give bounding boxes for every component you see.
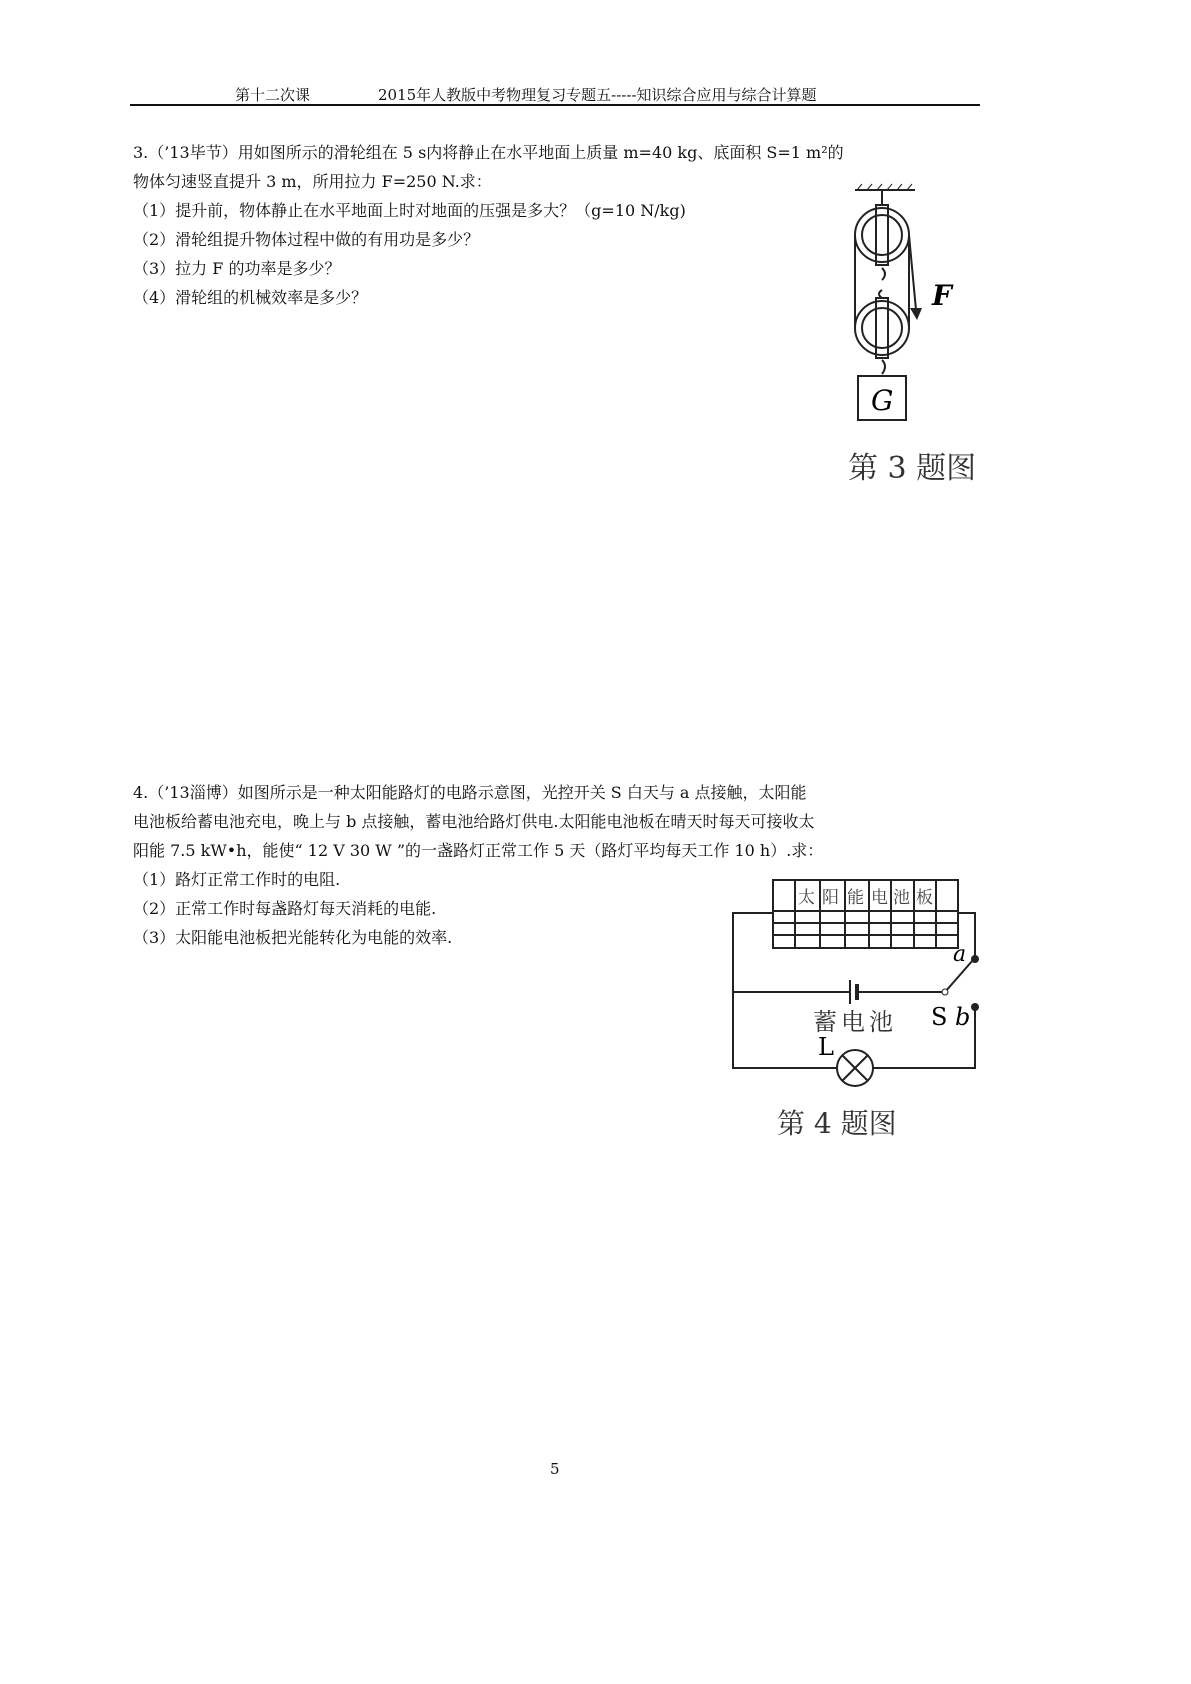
force-label: F [932, 279, 952, 312]
q3-sub2: （2）滑轮组提升物体过程中做的有用功是多少？ [133, 230, 480, 249]
switch-label: S [931, 1003, 948, 1031]
circuit-figure [725, 875, 995, 1150]
pulley-figure [840, 180, 1010, 490]
header-lesson: 第十二次课 [235, 86, 311, 104]
figure-caption: 第 4 题图 [777, 1107, 897, 1140]
panel-char: 池 [893, 888, 910, 908]
contact-b-label: b [955, 1003, 971, 1031]
q4-line: 阳能 7.5 kW•h，能使“ 12 V 30 W ”的一盏路灯正常工作 5 天（路灯平均每天工作 10 h）.求： [133, 841, 824, 860]
q3-line: 3.（’13毕节）用如图所示的滑轮组在 5 s内将静止在水平地面上质量 m=40 kg、底面积 S=1 m²的 [133, 143, 844, 162]
q3-line: 物体匀速竖直提升 3 m，所用拉力 F=250 N.求： [133, 172, 492, 191]
header-title: 2015年人教版中考物理复习专题五-----知识综合应用与综合计算题 [378, 86, 817, 104]
panel-char: 阳 [822, 888, 839, 908]
lamp-label: L [818, 1033, 834, 1061]
panel-char: 电 [871, 888, 888, 908]
battery-label: 蓄电池 [813, 1008, 897, 1036]
page-header [130, 82, 980, 106]
q4-sub2: （2）正常工作时每盏路灯每天消耗的电能. [133, 899, 437, 918]
figure-caption: 第 3 题图 [848, 451, 977, 486]
page-number: 5 [550, 1460, 560, 1478]
weight-label: G [871, 384, 894, 417]
contact-a-label: a [953, 942, 967, 967]
q4-sub1: （1）路灯正常工作时的电阻. [133, 870, 341, 889]
q3-sub1: （1）提升前，物体静止在水平地面上时对地面的压强是多大？（g=10 N/kg) [133, 201, 686, 220]
q3-sub4: （4）滑轮组的机械效率是多少？ [133, 288, 368, 307]
q4-line: 4.（’13淄博）如图所示是一种太阳能路灯的电路示意图，光控开关 S 白天与 a 点接触，太阳能 [133, 783, 807, 802]
panel-char: 能 [847, 888, 864, 908]
q4-line: 电池板给蓄电池充电，晚上与 b 点接触，蓄电池给路灯供电.太阳能电池板在晴天时每天可接收太 [133, 812, 815, 831]
q4-sub3: （3）太阳能电池板把光能转化为电能的效率. [133, 928, 453, 947]
panel-char: 太 [798, 888, 815, 908]
q3-sub3: （3）拉力 F 的功率是多少？ [133, 259, 341, 278]
panel-char: 板 [916, 888, 933, 908]
